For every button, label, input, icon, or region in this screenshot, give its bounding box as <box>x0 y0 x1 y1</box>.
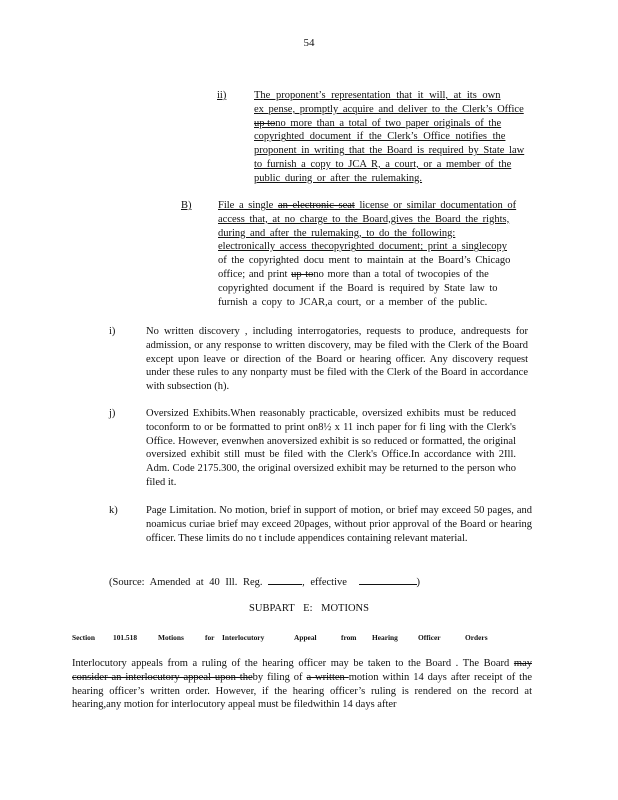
item-ii-line: public during or after the rulemaking. <box>254 172 423 184</box>
section-title-word: Hearing <box>372 633 398 642</box>
item-k-label: k) <box>109 505 118 516</box>
effective-blank <box>359 574 417 585</box>
section-number: 101.518 <box>113 633 138 642</box>
item-b-line: access that, at no charge to the Board,gives the Board the rights, <box>218 213 510 225</box>
subpart-heading: SUBPART E: MOTIONS <box>249 603 369 614</box>
section-title-word: for <box>205 633 215 642</box>
item-b-line: electronically access thecopyrighted document; print a singlecopy <box>218 241 507 253</box>
inserted-text: File a single <box>218 200 278 211</box>
item-b-line: copyrighted document if the Board is required by State law to <box>218 282 498 294</box>
deleted-text: an electronic seat <box>277 200 355 211</box>
source-prefix: (Source: Amended at 40 Ill. Reg. <box>109 577 263 588</box>
item-ii-line: ex pense, promptly acquire and deliver to the Clerk’s Office <box>254 103 524 115</box>
item-b-line: furnish a copy to JCAR,a court, or a member of the public. <box>218 296 488 308</box>
section-title-word: Motions <box>158 633 184 642</box>
inserted-text: no more than a total of two paper originals of the <box>275 117 502 129</box>
inserted-text: license or similar documentation of <box>354 200 517 211</box>
source-note <box>109 574 420 590</box>
item-ii-line: to furnish a copy to JCA R, a court, or a member of the <box>254 158 512 170</box>
section-title-word: Orders <box>465 633 488 642</box>
item-ii-label: ii) <box>217 90 227 101</box>
section-title-word: Interlocutory <box>222 633 265 642</box>
item-i-label: i) <box>109 326 116 337</box>
item-ii-line: copyrighted document if the Clerk’s Office notifies the <box>254 131 506 143</box>
source-suffix: ) <box>416 577 421 588</box>
section-label: Section <box>72 633 95 642</box>
deleted-text: up to <box>254 117 276 129</box>
section-title-word: Officer <box>418 633 441 642</box>
item-b-line: of the copyrighted docu ment to maintain at the Board’s Chicago <box>218 255 511 267</box>
deleted-text: up to <box>291 268 314 280</box>
item-i-text: No written discovery , including interrogatories, requests to produce, andrequests for admission, or any response to written discovery, may be filed with the Clerk of the Board except upon leave or direction of the Board or hearing officer. Any discovery request under these rules to any nonparty must be filed with the Clerk of the Board in accordance with subsection (h). <box>146 326 528 393</box>
item-b-label: B) <box>181 200 192 211</box>
interlocutory-paragraph: Interlocutory appeals from a ruling of the hearing officer may be taken to the Board . The Board may consider an interlocutory appeal upon theby filing of a written motion within 14 days after receipt of the hearing officer’s written order. However, if the hearing officer’s ruling is rendered on the record at hearing,any motion for interlocutory appeal must be filedwithin 14 days after <box>72 658 532 711</box>
item-j-text: Oversized Exhibits.When reasonably practicable, oversized exhibits must be reduced toconform to or be formatted to print on8½ x 11 inch paper for fi ling with the Clerk's Office. However, evenwhen anoversized exhibit is so reduced or formatted, the original oversized exhibit still must be filed with the Clerk's Office.In accordance with 2Ill. Adm. Code 2175.300, the original oversized exhibit may be returned to the person who filed it. <box>146 408 516 488</box>
section-title-word: Appeal <box>294 633 317 642</box>
item-ii-line: proponent in writing that the Board is required by State law <box>254 145 525 157</box>
item-b-line <box>218 199 548 213</box>
item-k-text: Page Limitation. No motion, brief in support of motion, or brief may exceed 50 pages, and noamicus curiae brief may exceed 20pages, without prior approval of the Board or hearing officer. These limits do no t include appendices containing relevant material. <box>146 505 532 544</box>
deleted-text: may consider an interlocutory appeal upon the <box>72 658 532 683</box>
item-ii-line: The proponent’s representation that it will, at its own <box>254 90 501 101</box>
page-number: 54 <box>303 37 315 49</box>
item-ii-text <box>254 89 544 186</box>
item-j-label: j) <box>109 408 116 419</box>
section-title-word: from <box>341 633 357 642</box>
item-b-text <box>218 199 548 309</box>
item-ii-line <box>254 117 544 131</box>
item-b-line: during and after the rulemaking, to do the following: <box>218 227 456 239</box>
source-effective: , effective <box>302 577 347 588</box>
source-blank <box>268 574 302 585</box>
item-b-line: office; and print up tono more than a total of twocopies of the <box>218 268 489 280</box>
deleted-text: a written <box>306 671 349 683</box>
